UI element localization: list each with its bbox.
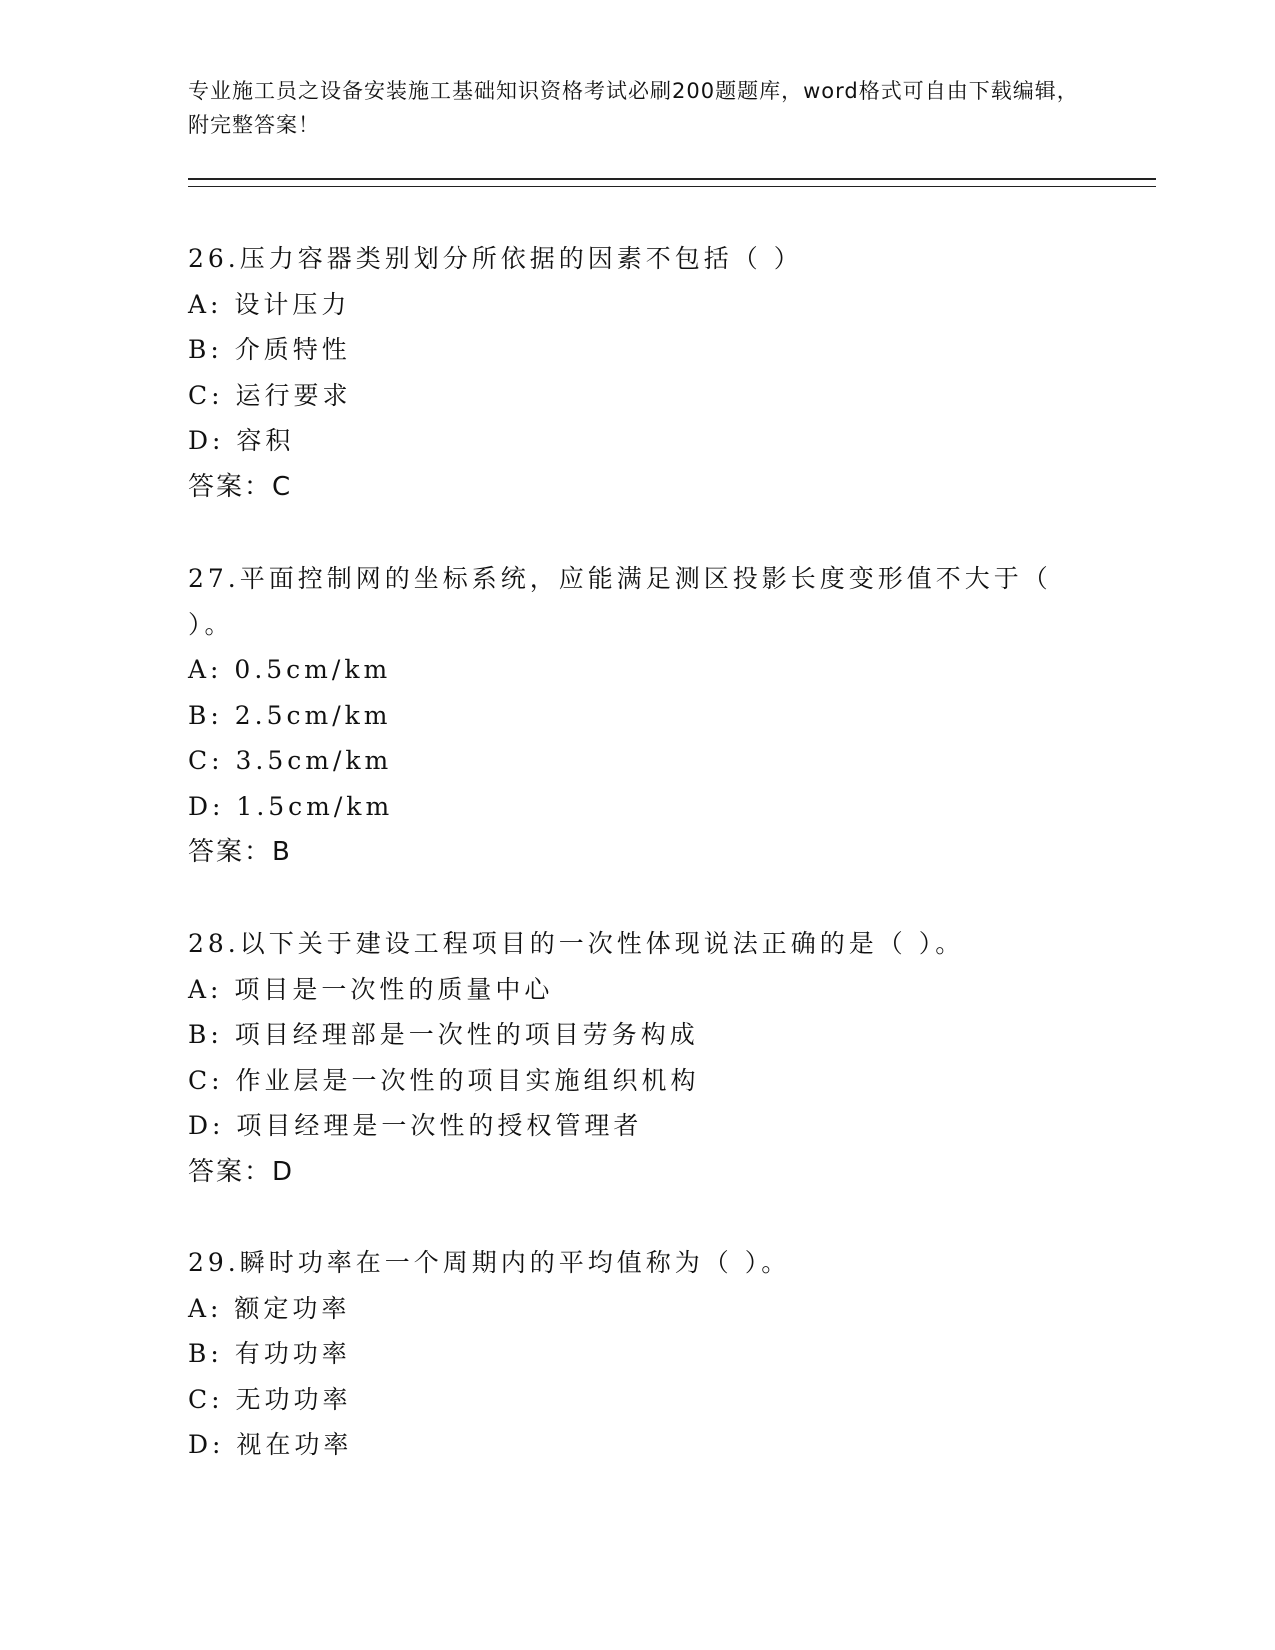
option-b: B: 介质特性 [188,335,351,364]
question-stem: 26.压力容器类别划分所依据的因素不包括（ ） [188,244,803,273]
question-28 [188,921,1088,1195]
answer-text: 答案：B [188,837,292,867]
document-header-title: 专业施工员之设备安装施工基础知识资格考试必刷200题题库，word格式可自由下载编辑，附完整答案！ [188,79,1079,137]
question-stem: 29.瞬时功率在一个周期内的平均值称为（ ）。 [188,1248,791,1277]
answer-text: 答案：D [188,1156,295,1187]
option-a: A: 0.5cm/km [188,655,392,684]
option-d: D: 1.5cm/km [188,791,394,821]
option-a: A: 额定功率 [188,1293,351,1323]
question-stem: 27.平面控制网的坐标系统，应能满足测区投影长度变形值不大于（ ）。 [188,564,1052,639]
option-a: A: 设计压力 [188,289,351,319]
question-29 [188,1240,1088,1468]
option-c: C: 运行要求 [188,380,352,410]
option-d: D: 项目经理是一次性的授权管理者 [188,1111,643,1140]
question-26 [188,236,1088,510]
option-b: B: 2.5cm/km [188,700,392,730]
option-b: B: 有功功率 [188,1339,351,1368]
option-b: B: 项目经理部是一次性的项目劳务构成 [188,1020,699,1049]
option-d: D: 视在功率 [188,1430,353,1459]
option-d: D: 容积 [188,426,295,455]
option-c: C: 无功功率 [188,1384,352,1414]
option-c: C: 3.5cm/km [188,746,393,775]
header-divider [188,178,1156,187]
option-a: A: 项目是一次性的质量中心 [188,974,554,1004]
option-c: C: 作业层是一次性的项目实施组织机构 [188,1065,700,1095]
question-27 [188,556,1088,875]
answer-text: 答案：C [188,471,293,502]
question-stem: 28.以下关于建设工程项目的一次性体现说法正确的是（ ）。 [188,929,965,958]
